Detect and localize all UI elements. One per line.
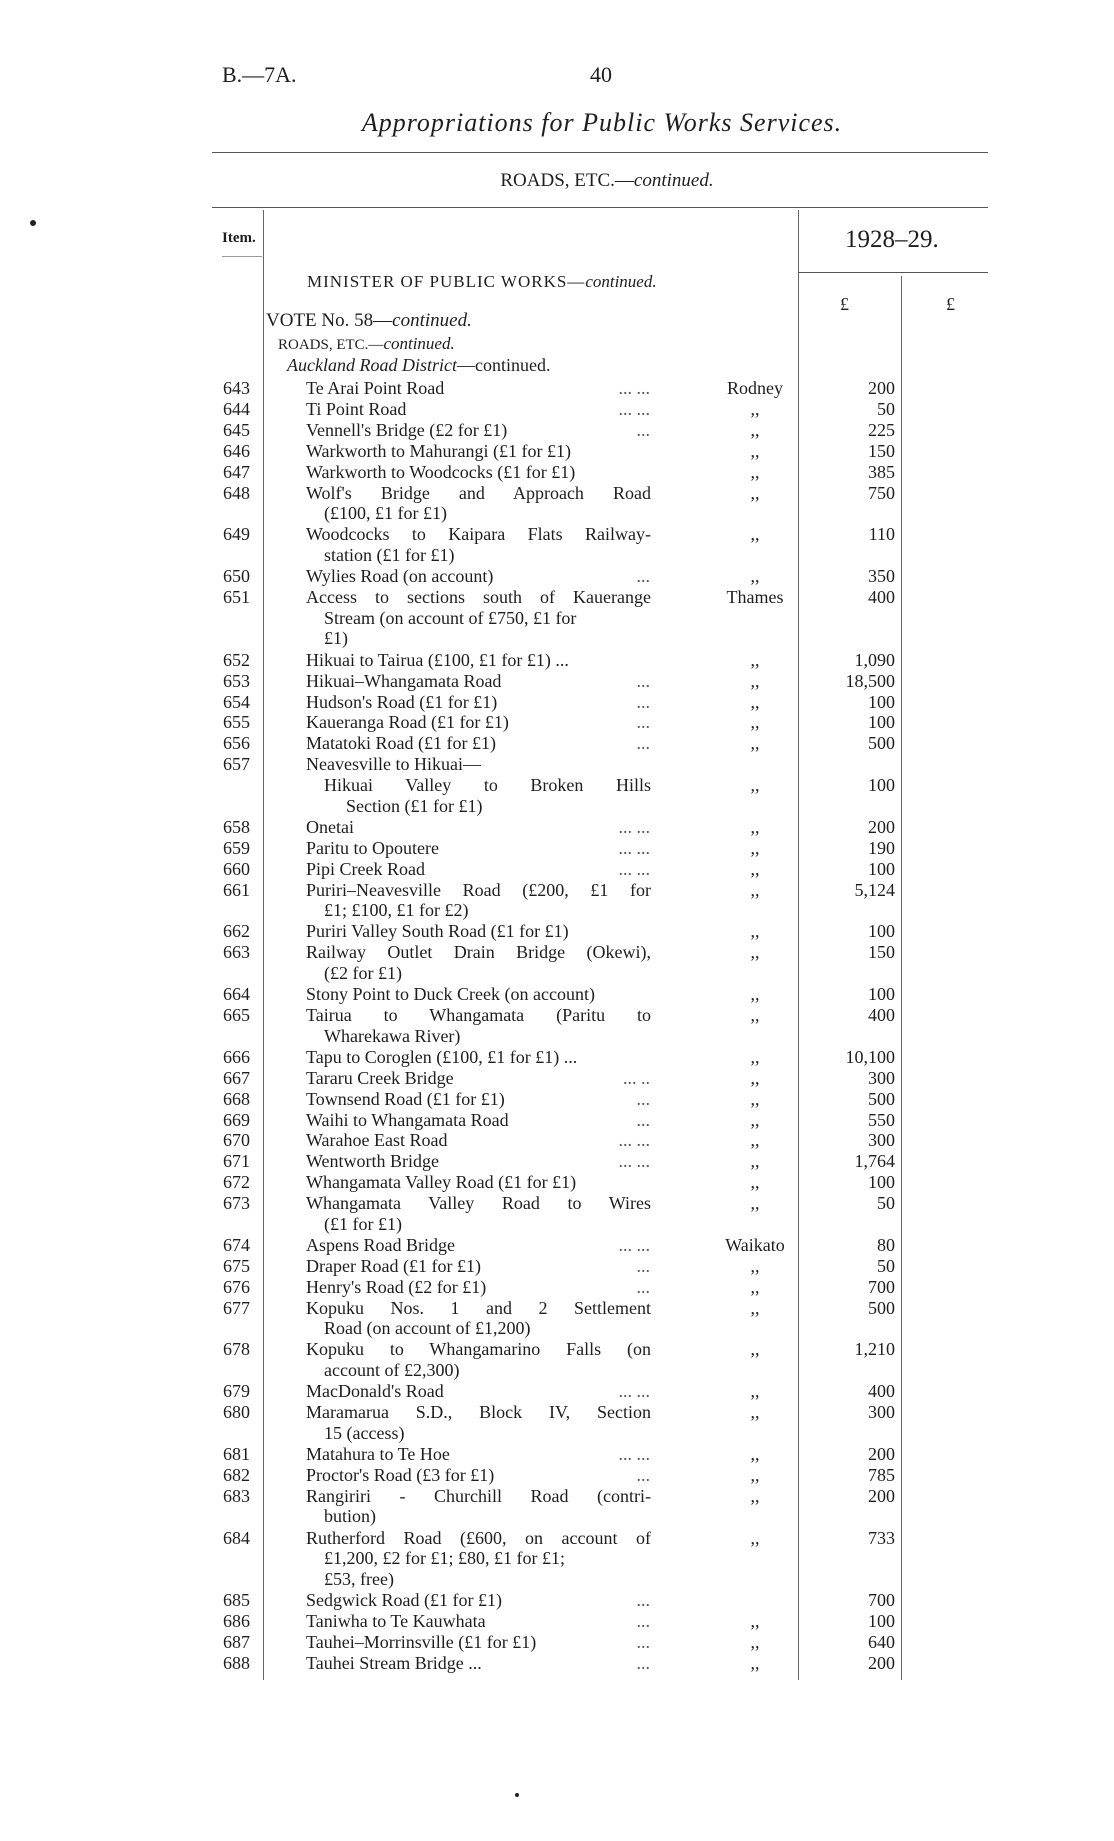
item-number: 645: [223, 419, 250, 440]
county-name: ,,: [750, 1402, 760, 1423]
district-heading-text: Auckland Road District: [287, 355, 457, 375]
leader-dots: ... ...: [618, 1234, 650, 1255]
item-description: [306, 880, 651, 921]
item-description: [306, 483, 651, 524]
description-line: Wentworth Bridge: [306, 1151, 440, 1172]
amount-value: 100: [868, 858, 895, 879]
description-line: Hikuai to Tairua (£100, £1 for £1) ...: [306, 649, 569, 670]
leader-dots: ...: [636, 1109, 650, 1130]
item-description: [306, 754, 651, 775]
amount-value: 200: [868, 378, 895, 398]
section-title: [0, 170, 1114, 192]
minister-heading: [307, 272, 657, 292]
item-description: [306, 1005, 651, 1046]
description-line: Woodcocks to Kaipara Flats Railway-: [306, 524, 651, 545]
description-line: Paritu to Opoutere: [306, 837, 439, 858]
item-number: 679: [223, 1381, 250, 1402]
county-name: Thames: [726, 587, 784, 607]
county-name: ,,: [750, 816, 760, 837]
pound-sign-1: £: [840, 294, 849, 314]
item-number: 663: [223, 942, 250, 963]
description-line: 15 (access): [324, 1422, 405, 1443]
county-name: ,,: [750, 649, 760, 670]
leader-dots: ...: [636, 1276, 650, 1297]
leader-dots: ... ...: [618, 398, 650, 419]
vote-heading-text: VOTE No. 58—: [266, 310, 393, 331]
amount-value: 5,124: [854, 879, 895, 900]
amount-value: 750: [868, 482, 895, 503]
leader-dots: ... ...: [618, 1443, 650, 1464]
item-number: 646: [223, 440, 250, 461]
description-line: Rangiriri - Churchill Road (contri-: [306, 1485, 651, 1506]
county-name: Rodney: [727, 378, 783, 398]
amount-value: 733: [868, 1527, 895, 1548]
district-heading: [287, 355, 550, 376]
description-line: bution): [324, 1506, 376, 1527]
leader-dots: ...: [636, 1632, 650, 1652]
description-line: Wolf's Bridge and Approach Road: [306, 482, 651, 503]
leader-dots: ...: [636, 1590, 650, 1611]
description-line: Section (£1 for £1): [346, 795, 483, 816]
amount-value: 80: [877, 1234, 895, 1255]
amount-value: 400: [868, 587, 895, 607]
item-description: [306, 942, 651, 983]
leader-dots: ...: [636, 1464, 650, 1485]
leader-dots: ...: [636, 1652, 650, 1673]
description-line: £1): [324, 628, 348, 648]
description-line: Warkworth to Mahurangi (£1 for £1): [306, 440, 571, 461]
item-number: 661: [223, 879, 250, 900]
roads-heading-text: ROADS, ETC.—: [278, 337, 384, 353]
leader-dots: ... ...: [618, 837, 650, 858]
amount-value: 700: [868, 1276, 895, 1297]
amount-value: 100: [868, 1611, 895, 1632]
county-name: ,,: [750, 1172, 760, 1193]
item-number: 682: [223, 1464, 250, 1485]
page-title: Appropriations for Public Works Services.: [361, 108, 843, 137]
leader-dots: ...: [636, 1088, 650, 1109]
item-number: 643: [223, 378, 250, 398]
item-description: [306, 441, 651, 462]
minister-heading-cont: continued.: [585, 272, 657, 291]
item-number: 676: [223, 1276, 250, 1297]
item-description: [306, 1402, 651, 1443]
amount-value: 550: [868, 1109, 895, 1130]
description-line: Ti Point Road: [306, 398, 407, 419]
item-number: 650: [223, 566, 250, 587]
description-line: Kopuku Nos. 1 and 2 Settlement: [306, 1297, 651, 1318]
item-number: 669: [223, 1109, 250, 1130]
item-number: 666: [223, 1046, 250, 1067]
county-name: Waikato: [725, 1234, 785, 1255]
leader-dots: ...: [636, 1255, 650, 1276]
item-description: [306, 1047, 651, 1068]
description-line: Tapu to Coroglen (£100, £1 for £1) ...: [306, 1046, 578, 1067]
county-name: ,,: [750, 419, 760, 440]
item-number: 657: [223, 754, 250, 775]
item-description: [306, 1486, 651, 1527]
item-number: 644: [223, 398, 250, 419]
item-number: 655: [223, 712, 250, 733]
description-line: Taniwha to Te Kauwhata: [306, 1611, 486, 1632]
description-line: Puriri Valley South Road (£1 for £1): [306, 921, 569, 942]
description-line: Whangamata Valley Road (£1 for £1): [306, 1172, 577, 1193]
amount-value: 400: [868, 1381, 895, 1402]
item-number: 681: [223, 1443, 250, 1464]
item-number: 678: [223, 1339, 250, 1360]
description-line: Hikuai Valley to Broken Hills: [324, 775, 651, 796]
district-heading-cont: —continued.: [456, 355, 551, 375]
item-description: [306, 921, 651, 942]
county-name: ,,: [750, 1611, 760, 1632]
leader-dots: ...: [636, 1611, 650, 1632]
county-name: ,,: [750, 775, 760, 796]
county-name: ,,: [750, 1485, 760, 1506]
description-line: MacDonald's Road: [306, 1381, 444, 1402]
amount-value: 300: [868, 1130, 895, 1151]
description-line: Puriri–Neavesville Road (£200, £1 for: [306, 879, 651, 900]
county-name: ,,: [750, 1005, 760, 1025]
item-number: 664: [223, 984, 250, 1005]
description-line: Stream (on account of £750, £1 for: [324, 607, 577, 628]
description-line: Vennell's Bridge (£2 for £1): [306, 419, 508, 440]
description-line: Waihi to Whangamata Road: [306, 1109, 509, 1130]
item-description: [306, 1339, 651, 1380]
item-number: 652: [223, 649, 250, 670]
leader-dots: ... ...: [618, 378, 650, 398]
amount-value: 300: [868, 1402, 895, 1423]
description-line: Wylies Road (on account): [306, 566, 494, 587]
table-top-rule: [212, 207, 988, 208]
leader-dots: ...: [636, 712, 650, 733]
year-column-header: 1928–29.: [845, 226, 939, 253]
county-name: ,,: [750, 482, 760, 503]
description-line: Proctor's Road (£3 for £1): [306, 1464, 495, 1485]
description-line: Rutherford Road (£600, on account of: [306, 1527, 651, 1548]
leader-dots: ...: [636, 419, 650, 440]
item-number: 688: [223, 1652, 250, 1673]
amount-value: 640: [868, 1632, 895, 1652]
description-line: Hikuai–Whangamata Road: [306, 670, 502, 691]
description-line: Matatoki Road (£1 for £1): [306, 733, 496, 754]
item-description: [306, 1172, 651, 1193]
page-header-ref: B.—7A.: [222, 62, 297, 87]
item-number: 660: [223, 858, 250, 879]
county-name: ,,: [750, 858, 760, 879]
county-name: ,,: [750, 1381, 760, 1402]
description-line: Tauhei–Morrinsville (£1 for £1): [306, 1632, 537, 1652]
item-number: 686: [223, 1611, 250, 1632]
item-number: 659: [223, 837, 250, 858]
description-line: Kopuku to Whangamarino Falls (on: [306, 1339, 651, 1360]
description-line: Henry's Road (£2 for £1): [306, 1276, 487, 1297]
section-title-cont: continued.: [633, 170, 714, 191]
description-line: Tauhei Stream Bridge ...: [306, 1652, 482, 1673]
description-line: Wharekawa River): [324, 1025, 461, 1046]
county-name: ,,: [750, 1297, 760, 1318]
county-name: ,,: [750, 1109, 760, 1130]
item-number: 667: [223, 1067, 250, 1088]
amount-value: 785: [868, 1464, 895, 1485]
amount-value: 100: [868, 775, 895, 796]
leader-dots: ...: [636, 566, 650, 587]
year-rule: [798, 272, 988, 273]
title-rule: [212, 152, 988, 153]
amount-value: 50: [877, 1255, 895, 1276]
section-title-text: ROADS, ETC.—: [500, 170, 634, 191]
roads-heading-cont: continued.: [383, 334, 455, 353]
amount-value: 150: [868, 942, 895, 963]
amount-value: 200: [868, 1652, 895, 1673]
county-name: ,,: [750, 1088, 760, 1109]
description-line: Tararu Creek Bridge: [306, 1067, 454, 1088]
description-line: Townsend Road (£1 for £1): [306, 1088, 505, 1109]
amount-value: 150: [868, 440, 895, 461]
description-line: (£100, £1 for £1): [324, 503, 447, 523]
leader-dots: ... ..: [623, 1067, 650, 1088]
amount-value: 18,500: [845, 670, 895, 691]
item-description: [306, 1193, 651, 1234]
description-line: Hudson's Road (£1 for £1): [306, 691, 498, 712]
item-description: [306, 462, 651, 483]
description-line: Road (on account of £1,200): [324, 1318, 531, 1339]
item-number: 672: [223, 1172, 250, 1193]
description-line: Maramarua S.D., Block IV, Section: [306, 1402, 651, 1423]
amount-value: 1,764: [854, 1151, 895, 1172]
county-name: ,,: [750, 712, 760, 733]
amount-value: 110: [868, 524, 895, 545]
description-line: Warahoe East Road: [306, 1130, 448, 1151]
description-line: account of £2,300): [324, 1359, 460, 1380]
description-line: Draper Road (£1 for £1): [306, 1255, 481, 1276]
amount-value: 225: [868, 419, 895, 440]
leader-dots: ... ...: [618, 1381, 650, 1402]
item-number: 677: [223, 1297, 250, 1318]
description-line: £1,200, £2 for £1; £80, £1 for £1;: [324, 1548, 565, 1568]
item-number: 658: [223, 816, 250, 837]
description-line: £1; £100, £1 for £2): [324, 900, 469, 921]
item-column-header: Item.: [222, 230, 256, 246]
county-name: ,,: [750, 1652, 760, 1673]
description-line: Access to sections south of Kauerange: [306, 587, 651, 607]
leader-dots: ... ...: [618, 816, 650, 837]
item-number: 662: [223, 921, 250, 942]
leader-dots: ...: [636, 691, 650, 712]
county-name: ,,: [750, 670, 760, 691]
county-name: ,,: [750, 1255, 760, 1276]
county-name: ,,: [750, 921, 760, 942]
amount-value: 100: [868, 921, 895, 942]
leader-dots: ... ...: [618, 1151, 650, 1172]
item-number: 684: [223, 1527, 250, 1548]
amount-value: 500: [868, 1297, 895, 1318]
county-name: ,,: [750, 1130, 760, 1151]
description-line: Aspens Road Bridge: [306, 1234, 455, 1255]
amount-value: 100: [868, 1172, 895, 1193]
amount-value: 400: [868, 1005, 895, 1025]
county-name: ,,: [750, 1339, 760, 1360]
amount-value: 190: [868, 837, 895, 858]
county-name: ,,: [750, 398, 760, 419]
item-number: 671: [223, 1151, 250, 1172]
page-number: 40: [590, 62, 612, 87]
item-number: 653: [223, 670, 250, 691]
county-name: ,,: [750, 1632, 760, 1652]
leader-dots: ... ...: [618, 858, 650, 879]
amount-value: 200: [868, 816, 895, 837]
amount-value: 350: [868, 566, 895, 587]
item-description: [306, 587, 651, 649]
amount-value: 200: [868, 1485, 895, 1506]
item-number: 683: [223, 1485, 250, 1506]
amount-value: 300: [868, 1067, 895, 1088]
county-name: ,,: [750, 1443, 760, 1464]
county-name: ,,: [750, 1193, 760, 1214]
county-name: ,,: [750, 1046, 760, 1067]
county-name: ,,: [750, 1151, 760, 1172]
item-number: 665: [223, 1005, 250, 1025]
county-name: ,,: [750, 984, 760, 1005]
item-number: 647: [223, 461, 250, 482]
description-line: Kaueranga Road (£1 for £1): [306, 712, 509, 733]
amount-value: 1,090: [854, 649, 895, 670]
description-line: Neavesville to Hikuai—: [306, 754, 481, 775]
item-description: [306, 984, 651, 1005]
item-number: 687: [223, 1632, 250, 1652]
item-col-divider: [263, 210, 264, 1680]
margin-dot: [30, 220, 36, 226]
item-description: [306, 650, 651, 671]
item-number: 648: [223, 482, 250, 503]
description-line: Stony Point to Duck Creek (on account): [306, 984, 595, 1005]
description-line: station (£1 for £1): [324, 544, 455, 565]
county-name: ,,: [750, 1527, 760, 1548]
leader-dots: ... ...: [618, 1130, 650, 1151]
vote-heading-cont: continued.: [392, 310, 472, 331]
item-description: [306, 775, 651, 816]
county-name: ,,: [750, 879, 760, 900]
county-name: ,,: [750, 1067, 760, 1088]
item-description: [306, 524, 651, 565]
item-number: 670: [223, 1130, 250, 1151]
county-name: ,,: [750, 837, 760, 858]
county-name: ,,: [750, 440, 760, 461]
item-number: 680: [223, 1402, 250, 1423]
description-line: Warkworth to Woodcocks (£1 for £1): [306, 461, 576, 482]
description-line: £53, free): [324, 1568, 394, 1589]
description-line: Te Arai Point Road: [306, 378, 445, 398]
item-underline: [222, 256, 262, 257]
item-number: 673: [223, 1193, 250, 1214]
description-line: Sedgwick Road (£1 for £1): [306, 1590, 502, 1611]
amount-value: 500: [868, 1088, 895, 1109]
leader-dots: ...: [636, 670, 650, 691]
county-name: ,,: [750, 942, 760, 963]
pound-col-divider: [901, 276, 902, 1680]
amount-value: 50: [877, 398, 895, 419]
item-number: 685: [223, 1590, 250, 1611]
county-name: ,,: [750, 524, 760, 545]
item-description: [306, 1298, 651, 1339]
description-line: Whangamata Valley Road to Wires: [306, 1193, 651, 1214]
county-name: ,,: [750, 461, 760, 482]
county-name: ,,: [750, 1464, 760, 1485]
pound-sign-2: £: [946, 294, 955, 314]
description-line: (£1 for £1): [324, 1213, 402, 1234]
vote-heading: [266, 310, 472, 332]
item-number: 649: [223, 524, 250, 545]
item-number: 674: [223, 1234, 250, 1255]
county-name: ,,: [750, 566, 760, 587]
county-name: ,,: [750, 733, 760, 754]
description-line: Tairua to Whangamata (Paritu to: [306, 1005, 651, 1025]
amount-value: 100: [868, 984, 895, 1005]
amount-value: 100: [868, 691, 895, 712]
amount-value: 385: [868, 461, 895, 482]
amount-value: 1,210: [854, 1339, 895, 1360]
item-number: 675: [223, 1255, 250, 1276]
item-number: 654: [223, 691, 250, 712]
description-line: Onetai: [306, 816, 354, 837]
amount-value: 10,100: [845, 1046, 895, 1067]
item-number: 651: [223, 587, 250, 607]
description-line: Matahura to Te Hoe: [306, 1443, 450, 1464]
description-line: (£2 for £1): [324, 962, 402, 983]
amount-value: 700: [868, 1590, 895, 1611]
item-number: 668: [223, 1088, 250, 1109]
amount-value: 50: [877, 1193, 895, 1214]
description-line: Railway Outlet Drain Bridge (Okewi),: [306, 942, 651, 963]
footer-dot: [515, 1793, 519, 1797]
amount-value: 200: [868, 1443, 895, 1464]
county-name: ,,: [750, 1276, 760, 1297]
item-description: [306, 1528, 651, 1590]
amount-value: 500: [868, 733, 895, 754]
item-number: 656: [223, 733, 250, 754]
amount-value: 100: [868, 712, 895, 733]
description-line: Pipi Creek Road: [306, 858, 425, 879]
county-name: ,,: [750, 691, 760, 712]
minister-heading-text: MINISTER OF PUBLIC WORKS—: [307, 272, 586, 291]
roads-heading: [278, 334, 455, 354]
leader-dots: ...: [636, 733, 650, 754]
